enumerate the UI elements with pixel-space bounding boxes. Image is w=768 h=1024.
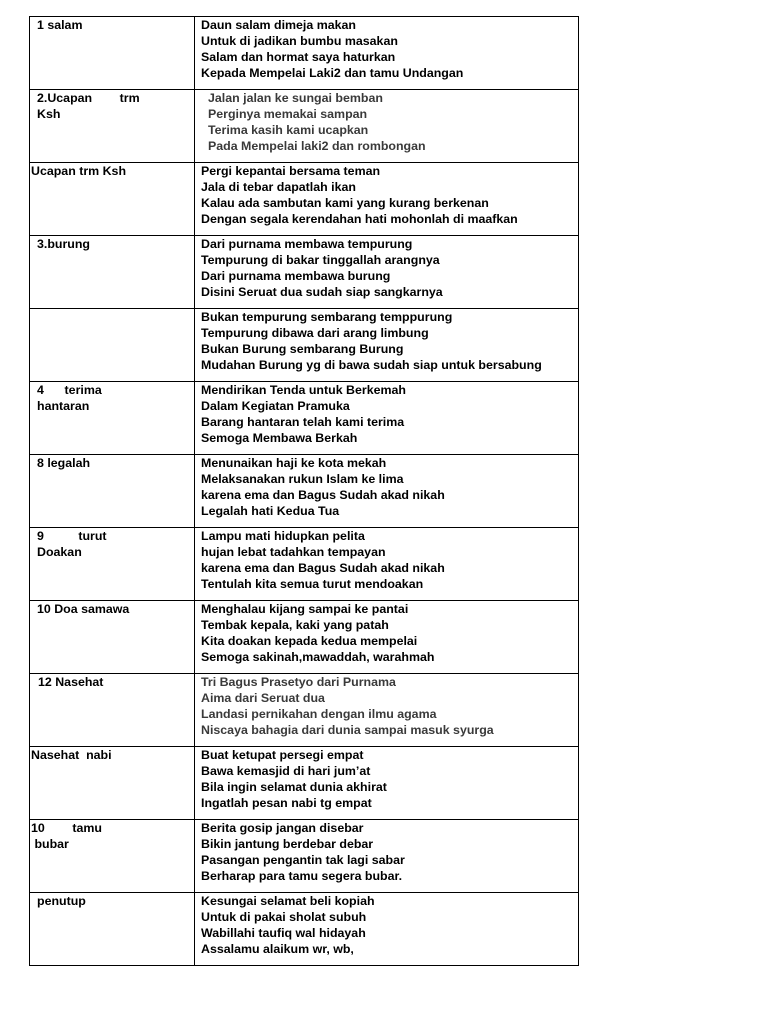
verse-line: Ingatlah pesan nabi tg empat [201,796,372,810]
row-label-cell [30,674,195,747]
verse-cell [195,601,579,674]
row-label: 9 turut Doakan [37,529,107,559]
verse-line: Assalamu alaikum wr, wb, [201,942,354,956]
verse-line: Barang hantaran telah kami terima [201,415,405,429]
verse-line: Tempurung di bakar tinggallah arangnya [201,253,440,267]
verse-line: Kepada Mempelai Laki2 dan tamu Undangan [201,66,464,80]
table-row [30,309,579,382]
verse-line: Bila ingin selamat dunia akhirat [201,780,387,794]
row-label-cell [30,309,195,382]
table-row [30,528,579,601]
verse-cell [195,674,579,747]
row-label: 2.Ucapan trm Ksh [37,91,140,121]
verse-line: Mudahan Burung yg di bawa sudah siap untuk bersabung [201,358,542,372]
verse-line: hujan lebat tadahkan tempayan [201,545,386,559]
verse-line: Kesungai selamat beli kopiah [201,894,375,908]
row-label: Ucapan trm Ksh [31,164,127,178]
table-row [30,17,579,90]
verse-line: Buat ketupat persegi empat [201,748,364,762]
row-label-cell [30,455,195,528]
verse-line: Disini Seruat dua sudah siap sangkarnya [201,285,443,299]
verse-line: Legalah hati Kedua Tua [201,504,340,518]
verse-cell [195,382,579,455]
verse-line: Landasi pernikahan dengan ilmu agama [201,707,437,721]
verse-line: Berita gosip jangan disebar [201,821,364,835]
verse-line: Tri Bagus Prasetyo dari Purnama [201,675,396,689]
verse-line: Dalam Kegiatan Pramuka [201,399,350,413]
verse-cell [195,455,579,528]
verse-line: Bukan tempurung sembarang temppurung [201,310,453,324]
row-label: 1 salam [37,18,83,32]
table-row [30,236,579,309]
verse-cell [195,17,579,90]
row-label-cell [30,601,195,674]
verse-line: Menunaikan haji ke kota mekah [201,456,387,470]
table-row [30,455,579,528]
verse-cell [195,528,579,601]
row-label: Nasehat nabi [31,748,112,762]
row-label-cell [30,163,195,236]
verse-cell [195,747,579,820]
row-label: 10 tamu bubar [31,821,102,851]
verse-line: Melaksanakan rukun Islam ke lima [201,472,404,486]
verse-line: Bikin jantung berdebar debar [201,837,374,851]
table-row [30,601,579,674]
verse-line: Terima kasih kami ucapkan [208,123,369,137]
verse-line: Mendirikan Tenda untuk Berkemah [201,383,406,397]
verse-line: Pada Mempelai laki2 dan rombongan [208,139,426,153]
verse-line: Bukan Burung sembarang Burung [201,342,404,356]
row-label: penutup [37,894,86,908]
verse-line: Daun salam dimeja makan [201,18,356,32]
verse-line: Aima dari Seruat dua [201,691,325,705]
verse-cell [195,309,579,382]
verse-line: Tempurung dibawa dari arang limbung [201,326,429,340]
table-row [30,747,579,820]
verse-line: Dengan segala kerendahan hati mohonlah di maafkan [201,212,518,226]
row-label-cell [30,747,195,820]
table-row [30,90,579,163]
verse-line: Salam dan hormat saya haturkan [201,50,396,64]
verse-line: Menghalau kijang sampai ke pantai [201,602,409,616]
verse-line: Pasangan pengantin tak lagi sabar [201,853,405,867]
verse-line: Tembak kepala, kaki yang patah [201,618,389,632]
verse-line: Perginya memakai sampan [208,107,368,121]
table-row [30,820,579,893]
row-label-cell [30,236,195,309]
verse-line: Semoga Membawa Berkah [201,431,358,445]
verse-line: Tentulah kita semua turut mendoakan [201,577,424,591]
table-row [30,382,579,455]
verse-line: Untuk di pakai sholat subuh [201,910,367,924]
verse-line: Pergi kepantai bersama teman [201,164,381,178]
row-label: 3.burung [37,237,90,251]
verse-cell [195,236,579,309]
pantun-table-body [30,17,579,966]
verse-line: Dari purnama membawa tempurung [201,237,413,251]
verse-line: karena ema dan Bagus Sudah akad nikah [201,488,445,502]
verse-line: Jala di tebar dapatlah ikan [201,180,356,194]
row-label-cell [30,528,195,601]
pantun-table [29,16,579,966]
row-label-cell [30,820,195,893]
verse-line: Lampu mati hidupkan pelita [201,529,365,543]
table-row [30,163,579,236]
verse-line: karena ema dan Bagus Sudah akad nikah [201,561,445,575]
verse-cell [195,90,579,163]
table-row [30,893,579,966]
verse-line: Dari purnama membawa burung [201,269,391,283]
verse-line: Wabillahi taufiq wal hidayah [201,926,366,940]
verse-cell [195,820,579,893]
verse-line: Kita doakan kepada kedua mempelai [201,634,418,648]
row-label: 10 Doa samawa [37,602,130,616]
verse-line: Kalau ada sambutan kami yang kurang berkenan [201,196,489,210]
row-label-cell [30,17,195,90]
verse-cell [195,893,579,966]
row-label: 12 Nasehat [38,675,104,689]
verse-line: Jalan jalan ke sungai bemban [208,91,383,105]
verse-line: Bawa kemasjid di hari jum’at [201,764,371,778]
verse-cell [195,163,579,236]
row-label-cell [30,90,195,163]
verse-line: Berharap para tamu segera bubar. [201,869,403,883]
verse-line: Untuk di jadikan bumbu masakan [201,34,398,48]
row-label: 4 terima hantaran [37,383,102,413]
table-row [30,674,579,747]
verse-line: Semoga sakinah,mawaddah, warahmah [201,650,435,664]
verse-line: Niscaya bahagia dari dunia sampai masuk syurga [201,723,494,737]
row-label-cell [30,893,195,966]
row-label: 8 legalah [37,456,91,470]
row-label-cell [30,382,195,455]
